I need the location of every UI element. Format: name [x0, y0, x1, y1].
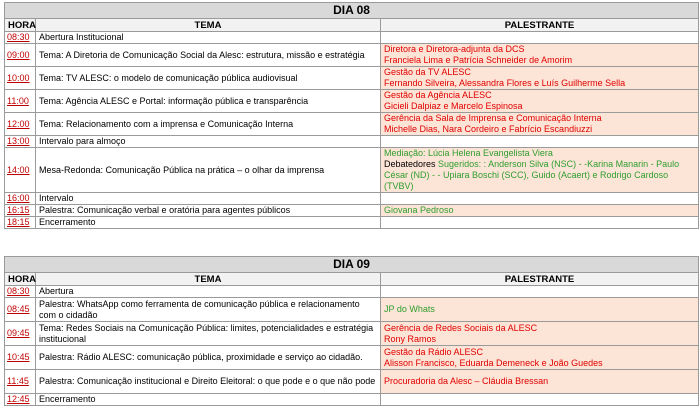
- speaker-cell: [381, 90, 699, 113]
- table-row: [5, 136, 699, 148]
- table-row: [5, 193, 699, 205]
- table-row: [5, 113, 699, 136]
- topic-cell: Tema: Relacionamento com a imprensa e Comunicação Interna: [36, 113, 381, 136]
- topic-cell: Intervalo para almoço: [36, 136, 381, 148]
- table-row: [5, 148, 699, 193]
- table-row: [5, 394, 699, 406]
- speaker-names: JP do Whats: [384, 304, 435, 314]
- topic-cell: Palestra: Comunicação verbal e oratória para agentes públicos: [36, 205, 381, 217]
- speaker-role: Gestão da Agência ALESC: [384, 90, 492, 100]
- mediation-text: Mediação: Lúcia Helena Evangelista Viera: [384, 148, 553, 158]
- speaker-role: Gerência da Sala de Imprensa e Comunicação Interna: [384, 113, 602, 123]
- table-row: [5, 322, 699, 346]
- time-cell: 11:00: [5, 90, 36, 113]
- speaker-names: Rony Ramos: [384, 333, 437, 344]
- topic-cell: Tema: Agência ALESC e Portal: informação pública e transparência: [36, 90, 381, 113]
- topic-cell: Palestra: Comunicação institucional e Direito Eleitoral: o que pode e o que não pode: [36, 370, 381, 394]
- speaker-cell: [381, 193, 699, 205]
- topic-cell: Tema: TV ALESC: o modelo de comunicação pública audiovisual: [36, 67, 381, 90]
- speaker-cell: [381, 346, 699, 370]
- topic-cell: Encerramento: [36, 394, 381, 406]
- speaker-role: Gestão da Rádio ALESC: [384, 346, 484, 357]
- debaters-names: Sugeridos: : Anderson Silva (NSC) - -Karina Manarin - Paulo César (ND) - - Upiara Boschi (SCC), Guido (Acaert) e Rodrigo Cardoso (TVBV): [384, 159, 680, 191]
- time-cell: 16:15: [5, 205, 36, 217]
- speaker-cell: [381, 113, 699, 136]
- speaker-names: Giovana Pedroso: [384, 205, 454, 215]
- speaker-role: Gerência de Redes Sociais da ALESC: [384, 322, 538, 333]
- speaker-cell: [381, 217, 699, 229]
- time-cell: 08:30: [5, 286, 36, 298]
- table-row: [5, 90, 699, 113]
- speaker-names: Alisson Francisco, Eduarda Demeneck e João Guedes: [384, 357, 603, 368]
- table-row: [5, 286, 699, 298]
- time-cell: 12:45: [5, 394, 36, 406]
- speaker-names: Procuradoria da Alesc – Cláudia Bressan: [384, 376, 549, 386]
- time-cell: 09:45: [5, 322, 36, 346]
- topic-cell: Mesa-Redonda: Comunicação Pública na prática – o olhar da imprensa: [36, 148, 381, 193]
- time-cell: 08:30: [5, 32, 36, 44]
- time-cell: 16:00: [5, 193, 36, 205]
- speaker-cell: [381, 32, 699, 44]
- header-topic: TEMA: [36, 273, 381, 286]
- topic-cell: Abertura: [36, 286, 381, 298]
- speaker-cell: [381, 67, 699, 90]
- time-cell: 14:00: [5, 148, 36, 193]
- time-cell: 10:45: [5, 346, 36, 370]
- table-row: [5, 67, 699, 90]
- time-cell: 11:45: [5, 370, 36, 394]
- header-time: HORA: [5, 19, 36, 32]
- header-topic: TEMA: [36, 19, 381, 32]
- topic-cell: Abertura Institucional: [36, 32, 381, 44]
- time-cell: 13:00: [5, 136, 36, 148]
- speaker-role: Gestão da TV ALESC: [384, 67, 471, 77]
- table-row: [5, 346, 699, 370]
- topic-cell: Intervalo: [36, 193, 381, 205]
- day-title: DIA 08: [5, 3, 699, 19]
- header-speaker: PALESTRANTE: [381, 19, 699, 32]
- speaker-names: Fernando Silveira, Alessandra Flores e Luís Guilherme Sella: [384, 78, 626, 88]
- time-cell: 12:00: [5, 113, 36, 136]
- schedule-table-day-09: [4, 256, 699, 406]
- speaker-role: Diretora e Diretora-adjunta da DCS: [384, 44, 525, 54]
- topic-cell: Tema: A Diretoria de Comunicação Social da Alesc: estrutura, missão e estratégia: [36, 44, 381, 67]
- topic-cell: Encerramento: [36, 217, 381, 229]
- speaker-cell: [381, 322, 699, 346]
- debaters-label: Debatedores: [384, 159, 439, 169]
- table-row: [5, 205, 699, 217]
- header-speaker: PALESTRANTE: [381, 273, 699, 286]
- speaker-cell: [381, 148, 699, 193]
- speaker-cell: [381, 286, 699, 298]
- topic-cell: Palestra: WhatsApp como ferramenta de comunicação pública e relacionamento com o cidadão: [36, 298, 381, 322]
- speaker-cell: [381, 298, 699, 322]
- day-title: DIA 09: [5, 257, 699, 273]
- time-cell: 09:00: [5, 44, 36, 67]
- schedule-table-day-08: [4, 2, 699, 229]
- speaker-names: Franciela Lima e Patrícia Schneider de Amorim: [384, 55, 573, 65]
- table-row: [5, 298, 699, 322]
- table-row: [5, 217, 699, 229]
- time-cell: 08:45: [5, 298, 36, 322]
- debaters-text: [384, 159, 695, 192]
- speaker-cell: [381, 370, 699, 394]
- topic-cell: Palestra: Rádio ALESC: comunicação pública, proximidade e serviço ao cidadão.: [36, 346, 381, 370]
- table-row: [5, 32, 699, 44]
- speaker-cell: [381, 136, 699, 148]
- table-row: [5, 370, 699, 394]
- speaker-cell: [381, 205, 699, 217]
- time-cell: 18:15: [5, 217, 36, 229]
- speaker-names: Michelle Dias, Nara Cordeiro e Fabrício Escandiuzzi: [384, 124, 593, 134]
- speaker-names: Gicieli Dalpiaz e Marcelo Espinosa: [384, 101, 523, 111]
- header-time: HORA: [5, 273, 36, 286]
- topic-cell: Tema: Redes Sociais na Comunicação Pública: limites, potencialidades e estratégia institucional: [36, 322, 381, 346]
- speaker-cell: [381, 394, 699, 406]
- table-row: [5, 44, 699, 67]
- speaker-cell: [381, 44, 699, 67]
- time-cell: 10:00: [5, 67, 36, 90]
